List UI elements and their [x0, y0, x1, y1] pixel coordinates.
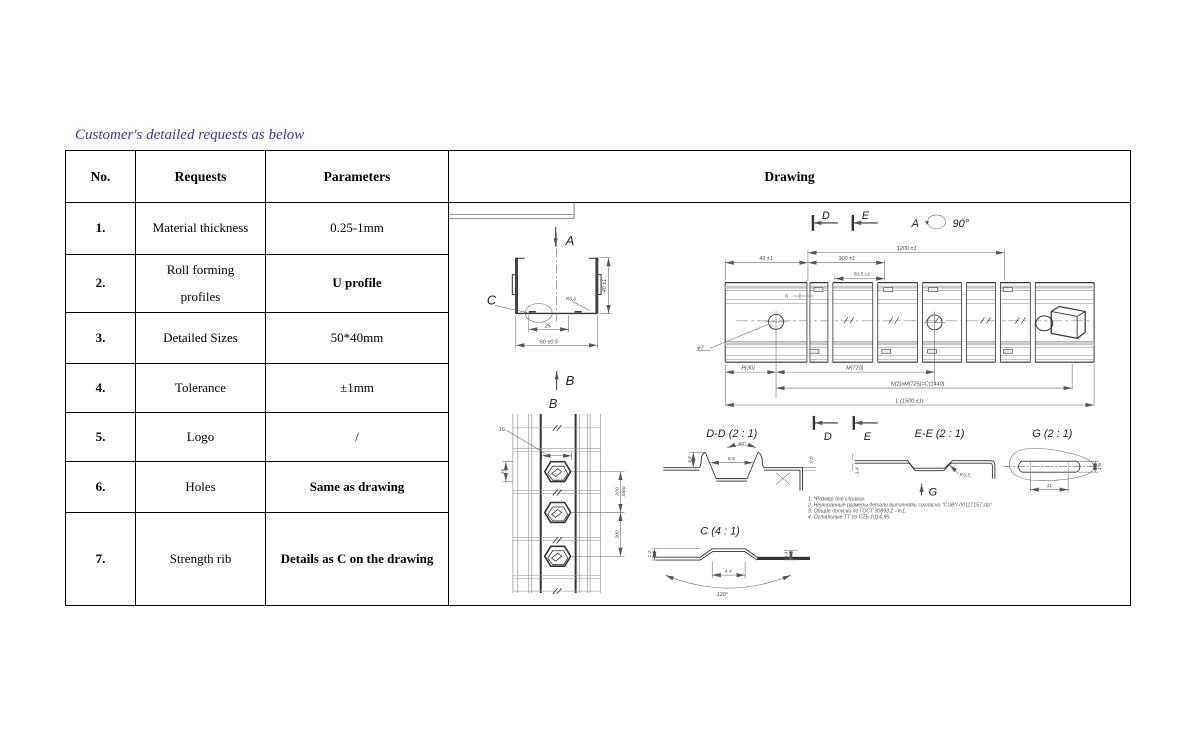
row-request: Strength rib	[136, 513, 266, 606]
dim-label: R3,5	[959, 472, 971, 479]
sheet-frame-remnant	[449, 203, 574, 218]
dim-label: 0,6	[808, 456, 815, 464]
row-request: Material thickness	[136, 203, 266, 255]
dim-label: 1,2	[646, 550, 653, 558]
row-no: 7.	[66, 513, 136, 606]
row-no: 5.	[66, 413, 136, 462]
dim-label: R0,6	[565, 296, 577, 303]
header-requests: Requests	[136, 151, 266, 203]
view-arrow-b	[549, 371, 575, 411]
dim-label: N(2)xM(725)=C(1440)	[890, 381, 945, 388]
g-title: G (2 : 1)	[1032, 427, 1073, 440]
left-wall	[515, 258, 518, 314]
profile-top-view	[696, 246, 1094, 405]
hex-knockout	[545, 502, 571, 522]
ee-title: E-E (2 : 1)	[914, 427, 965, 440]
technical-notes	[807, 497, 993, 521]
dim-label: 49 ±1	[759, 256, 773, 263]
dim-label: 200	[614, 530, 621, 539]
dim-label: 8,5	[727, 456, 735, 463]
view-label-b: B	[565, 373, 575, 389]
dim-label: 120°	[716, 592, 728, 599]
hole-marker	[765, 311, 787, 398]
table-header-row	[66, 151, 1131, 203]
section-d-label: D	[823, 430, 832, 443]
dim-label: 1,4	[854, 467, 861, 475]
page-title: Customer's detailed requests as below	[75, 127, 305, 143]
table-row	[66, 203, 1131, 255]
header-parameters: Parameters	[266, 151, 449, 203]
dim-label: 11	[1046, 483, 1052, 490]
engineering-drawing	[449, 203, 1129, 602]
dim-label: Step	[620, 486, 627, 497]
dim-label: 1200 ±1	[896, 245, 917, 252]
view-b-title: B	[548, 395, 558, 411]
section-flags-lower	[814, 416, 878, 443]
c-title: C (4 : 1)	[700, 525, 740, 538]
view-arrow-a	[556, 227, 575, 248]
right-wall	[595, 258, 598, 314]
section-e-label: E	[863, 430, 872, 443]
dim-label: 16	[499, 468, 506, 475]
dim-label: 50,5 ±1	[853, 271, 871, 278]
header-drawing: Drawing	[449, 151, 1131, 203]
row-parameter: Details as C on the drawing	[266, 513, 449, 606]
row-no: 1.	[66, 203, 136, 255]
dim-label: 1,9	[1097, 463, 1104, 471]
row-parameter: /	[266, 413, 449, 462]
hex-knockout	[545, 546, 571, 566]
dim-label: ø7	[697, 345, 704, 352]
dd-detail-view	[663, 428, 816, 491]
dim-label: 6	[785, 293, 788, 300]
profile-slots	[807, 282, 1035, 363]
c-detail-view	[647, 525, 810, 598]
dim-label: 40 ±1	[602, 278, 609, 293]
dd-title: D-D (2 : 1)	[706, 427, 758, 440]
row-no: 4.	[66, 364, 136, 413]
dim-label: P(30)	[741, 365, 755, 372]
row-request: Tolerance	[136, 364, 266, 413]
row-parameter: Same as drawing	[266, 462, 449, 513]
iso-knockout-detail	[1036, 306, 1085, 338]
note-line: 1. *Размер для справок.	[807, 496, 866, 503]
dim-label: 60°	[738, 440, 746, 447]
detail-c-callout: C	[486, 292, 497, 308]
top-view-strip	[499, 414, 627, 594]
row-no: 3.	[66, 313, 136, 364]
row-parameter: ±1mm	[266, 364, 449, 413]
row-request: Detailed Sizes	[136, 313, 266, 364]
drawing-cell	[449, 203, 1131, 606]
rotation-arrow	[925, 221, 929, 225]
dim-label: 0,9	[783, 551, 790, 559]
dim-label: 200	[614, 487, 621, 496]
section-e-label: E	[861, 209, 870, 222]
header-no: No.	[66, 151, 136, 203]
rotate-view-a: A	[911, 217, 919, 230]
row-request: Roll forming profiles	[136, 255, 266, 313]
dim-label: 25	[544, 323, 551, 330]
row-request: Holes	[136, 462, 266, 513]
rotation-symbol	[928, 215, 946, 229]
rotation-angle: 90°	[952, 217, 970, 230]
requests-table	[65, 150, 1131, 606]
section-flags-top	[813, 210, 970, 231]
note-line: 4. Остальные ТТ по СТБ 1014-95.	[807, 514, 891, 521]
row-no: 6.	[66, 462, 136, 513]
note-line: 3. Общие допуски по ГОСТ 30893.2 - m1.	[807, 508, 907, 515]
row-request: Logo	[136, 413, 266, 462]
view-arrow-g: G	[928, 486, 938, 499]
dim-label: 50 ±0,5	[539, 339, 558, 346]
note-line: 2. Неуказанные размеры детали выполнять согласно "CUBY-00117157.stp"	[807, 502, 993, 509]
dim-label: L (1500 ±1)	[895, 398, 924, 405]
row-parameter: U profile	[266, 255, 449, 313]
dim-label: 4,4	[724, 568, 732, 575]
row-parameter: 0.25-1mm	[266, 203, 449, 255]
u-profile-section-view	[487, 233, 612, 348]
dim-label: M(720)	[846, 365, 864, 372]
row-parameter: 50*40mm	[266, 313, 449, 364]
no-radius-mark	[776, 473, 790, 485]
hex-knockout	[545, 462, 571, 482]
dim-label: 300 ±1	[838, 256, 856, 263]
ee-detail-view	[853, 428, 995, 499]
view-label-a: A	[565, 232, 575, 248]
g-detail-view	[1003, 428, 1103, 493]
row-no: 2.	[66, 255, 136, 313]
dim-label: 3,6	[686, 456, 693, 464]
dim-label: 16	[498, 426, 505, 433]
section-d-label: D	[821, 209, 830, 222]
